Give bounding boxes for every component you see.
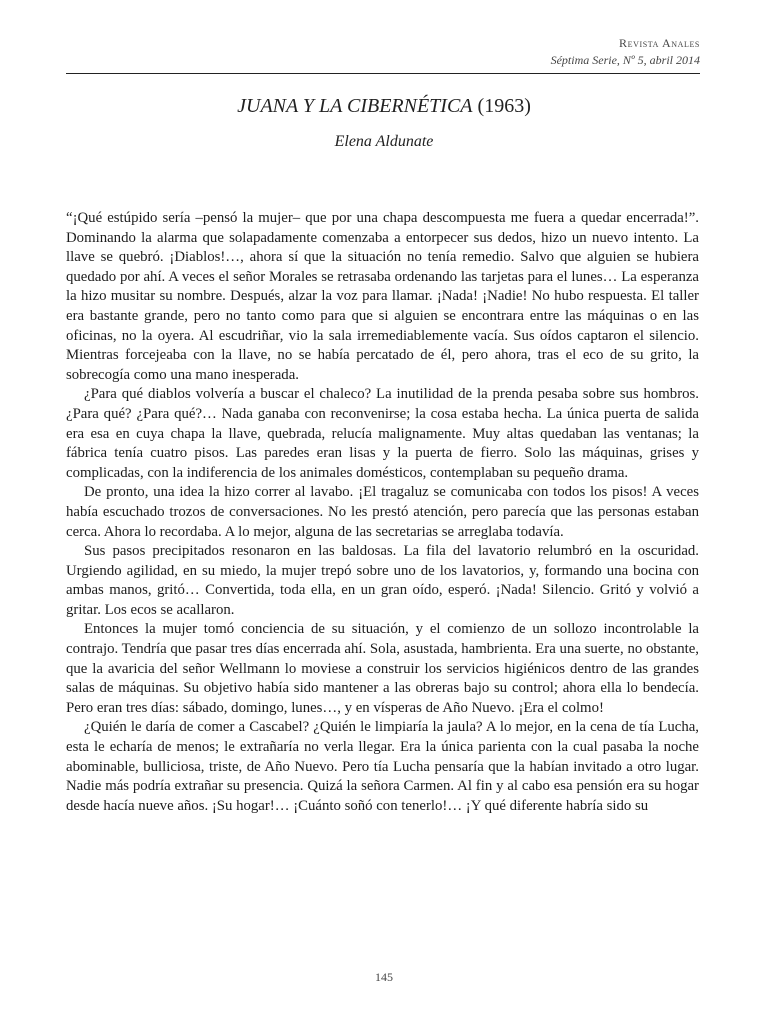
article-title [0, 95, 768, 118]
paragraph: Entonces la mujer tomó conciencia de su situación, y el comienzo de un sollozo incontrolable la contrajo. Tendría que pasar tres días encerrada ahí. Sola, asustada, hambrienta. Era una suerte, no obstante, que la avaricia del señor Wellmann lo moviese a construir los servicios higiénicos dentro de las grandes salas de máquinas. Su objetivo había sido mantener a las obreras bajo su control; ahora ella lo bendecía. Pero eran tres días: sábado, domingo, lunes…, y en vísperas de Año Nuevo. ¡Era el colmo! [66, 621, 699, 716]
header-rule [66, 73, 700, 74]
article-body [66, 209, 699, 816]
article-year: (1963) [477, 95, 531, 117]
running-header [66, 36, 700, 68]
paragraph: ¿Quién le daría de comer a Cascabel? ¿Quién le limpiaría la jaula? A lo mejor, en la cena de tía Lucha, esta le echaría de menos; le extrañaría no verla llegar. Era la única parienta con la cual pasaba la noche abominable, bulliciosa, triste, de Año Nuevo. Pero tía Lucha pensaría que la habían invitado a otro lugar. Nadie más podría extrañar su presencia. Quizá la señora Carmen. Al fin y al cabo esa pensión era su hogar desde hacía nueve años. ¡Su hogar!… ¡Cuánto soñó con tenerlo!… ¡Y qué diferente habría sido su [66, 719, 699, 814]
journal-name: Revista Anales [619, 36, 700, 50]
article-title-text: JUANA Y LA CIBERNÉTICA [237, 95, 473, 117]
paragraph: “¡Qué estúpido sería –pensó la mujer– que por una chapa descompuesta me fuera a quedar encerrada!”. Dominando la alarma que solapadamente comenzaba a entorpecer sus dedos, hizo un nuevo intento. La llave se quebró. ¡Diablos!…, ahora sí que la situación no tenía remedio. Salvo que alguien se hubiera quedado por ahí. A veces el señor Morales se retrasaba ordenando las tarjetas para el lunes… La esperanza la hizo musitar su nombre. Después, alzar la voz para llamar. ¡Nada! ¡Nadie! No hubo respuesta. El taller era bastante grande, pero no tanto como para que si alguien se encontrara entre las máquinas o en las oficinas, no la oyera. Al escudriñar, vio la sala irremediablemente vacía. Sus oídos captaron el silencio. Mientras forcejeaba con la llave, no se había percatado de él, pero ahora, tras el eco de su grito, la sobrecogía como una mano inesperada. [66, 210, 699, 383]
article-author: Elena Aldunate [334, 133, 434, 150]
paragraph: Sus pasos precipitados resonaron en las baldosas. La fila del lavatorio relumbró en la oscuridad. Urgiendo agilidad, en su miedo, la mujer trepó sobre uno de los lavatorios, y, formando una bocina con ambas manos, gritó… Convertida, toda ella, en un gran oído, esperó. ¡Nada! Silencio. Gritó y volvió a gritar. Los ecos se acallaron. [66, 543, 699, 618]
paragraph: De pronto, una idea la hizo correr al lavabo. ¡El tragaluz se comunicaba con todos los pisos! A veces había escuchado trozos de conversaciones. No les prestó atención, pero parecía que las personas estaban cerca. Ahora lo recordaba. A lo mejor, alguna de las secretarias se arreglaba todavía. [66, 484, 699, 540]
paragraph: ¿Para qué diablos volvería a buscar el chaleco? La inutilidad de la prenda pesaba sobre sus hombros. ¿Para qué? ¿Para qué?… Nada ganaba con reconvenirse; la cosa estaba hecha. La única puerta de salida era esa en cuya chapa la llave, quebrada, relucía malignamente. Muy altas quedaban las ventanas; la fábrica tenía cuatro pisos. Las paredes eran lisas y la puerta de fierro. Solo las máquinas, grises y complicadas, con la indiferencia de los animales domésticos, contemplaban su pequeño drama. [66, 386, 699, 481]
issue-info: Séptima Serie, Nº 5, abril 2014 [550, 53, 700, 67]
page-number: 145 [375, 970, 393, 984]
